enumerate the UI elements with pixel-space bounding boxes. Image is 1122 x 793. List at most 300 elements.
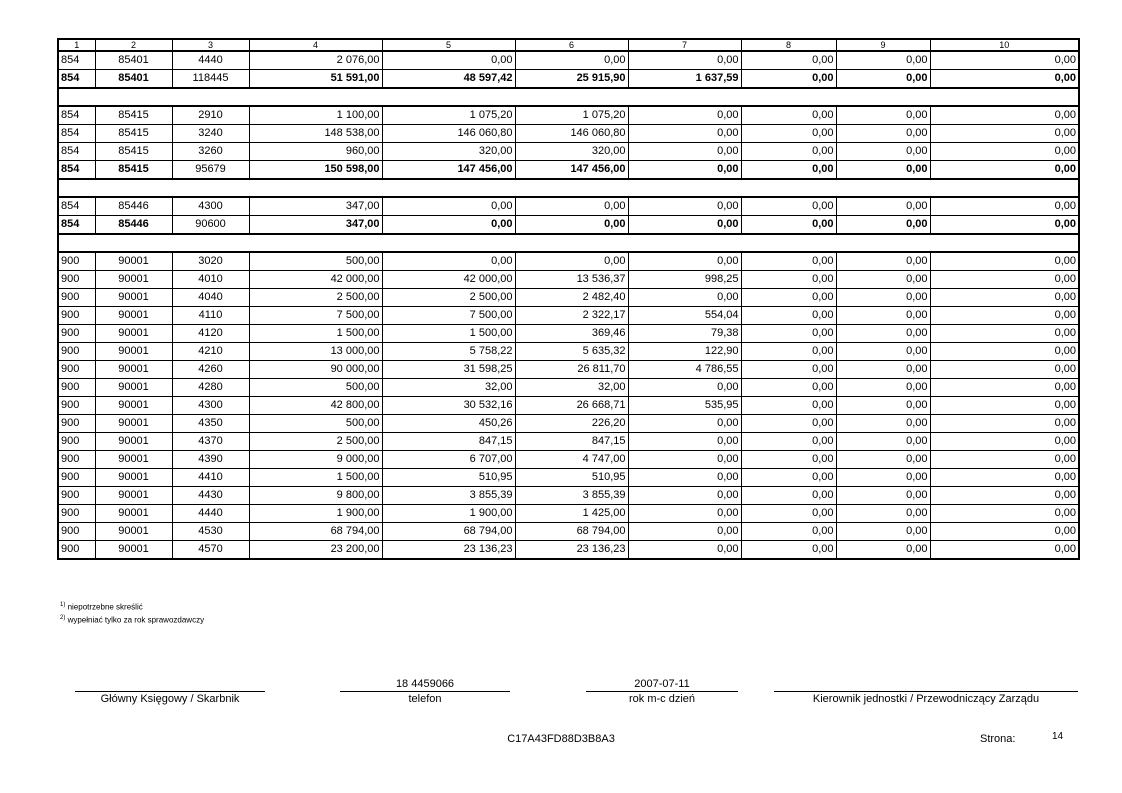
cell-col-1: 900 <box>58 397 95 415</box>
cell-col-4: 9 800,00 <box>249 487 382 505</box>
cell-col-1: 854 <box>58 216 95 235</box>
budget-report-table <box>57 38 1080 560</box>
date-value: 2007-07-11 <box>634 678 690 690</box>
head-label: Kierownik jednostki / Przewodniczący Zarządu <box>812 693 1040 705</box>
subtotal-row <box>58 216 1079 235</box>
cell-col-1: 900 <box>58 523 95 541</box>
cell-col-7: 0,00 <box>628 289 741 307</box>
cell-col-6: 68 794,00 <box>515 523 628 541</box>
cell-col-2: 90001 <box>95 252 172 271</box>
cell-col-4: 347,00 <box>249 216 382 235</box>
cell-col-4: 148 538,00 <box>249 125 382 143</box>
cell-col-6: 25 915,90 <box>515 70 628 89</box>
cell-col-2: 90001 <box>95 289 172 307</box>
cell-col-2: 90001 <box>95 505 172 523</box>
cell-col-4: 90 000,00 <box>249 361 382 379</box>
cell-col-3: 4410 <box>172 469 249 487</box>
cell-col-2: 90001 <box>95 361 172 379</box>
cell-col-6: 226,20 <box>515 415 628 433</box>
cell-col-7: 0,00 <box>628 197 741 216</box>
cell-col-1: 900 <box>58 487 95 505</box>
cell-col-3: 3020 <box>172 252 249 271</box>
cell-col-4: 960,00 <box>249 143 382 161</box>
cell-col-3: 4300 <box>172 197 249 216</box>
cell-col-2: 85446 <box>95 197 172 216</box>
cell-col-10: 0,00 <box>930 106 1079 125</box>
cell-col-9: 0,00 <box>836 289 930 307</box>
cell-col-2: 85446 <box>95 216 172 235</box>
cell-col-4: 1 100,00 <box>249 106 382 125</box>
cell-col-3: 4370 <box>172 433 249 451</box>
cell-col-5: 30 532,16 <box>382 397 515 415</box>
cell-col-5: 42 000,00 <box>382 271 515 289</box>
cell-col-3: 95679 <box>172 161 249 180</box>
cell-col-7: 0,00 <box>628 433 741 451</box>
cell-col-8: 0,00 <box>741 161 836 180</box>
cell-col-10: 0,00 <box>930 487 1079 505</box>
cell-col-6: 26 811,70 <box>515 361 628 379</box>
cell-col-9: 0,00 <box>836 106 930 125</box>
cell-col-2: 90001 <box>95 433 172 451</box>
cell-col-4: 1 900,00 <box>249 505 382 523</box>
cell-col-9: 0,00 <box>836 161 930 180</box>
cell-col-1: 854 <box>58 161 95 180</box>
cell-col-5: 68 794,00 <box>382 523 515 541</box>
table-row <box>58 125 1079 143</box>
table-row <box>58 197 1079 216</box>
cell-col-1: 900 <box>58 379 95 397</box>
cell-col-7: 0,00 <box>628 523 741 541</box>
subtotal-row <box>58 161 1079 180</box>
cell-col-7: 0,00 <box>628 415 741 433</box>
cell-col-1: 900 <box>58 289 95 307</box>
cell-col-6: 2 322,17 <box>515 307 628 325</box>
cell-col-6: 13 536,37 <box>515 271 628 289</box>
cell-col-7: 0,00 <box>628 216 741 235</box>
cell-col-4: 2 076,00 <box>249 51 382 70</box>
cell-col-6: 847,15 <box>515 433 628 451</box>
cell-col-7: 554,04 <box>628 307 741 325</box>
cell-col-2: 90001 <box>95 271 172 289</box>
cell-col-10: 0,00 <box>930 451 1079 469</box>
table-row <box>58 361 1079 379</box>
cell-col-3: 4430 <box>172 487 249 505</box>
cell-col-10: 0,00 <box>930 469 1079 487</box>
cell-col-5: 48 597,42 <box>382 70 515 89</box>
cell-col-4: 1 500,00 <box>249 469 382 487</box>
cell-col-4: 51 591,00 <box>249 70 382 89</box>
cell-col-5: 510,95 <box>382 469 515 487</box>
cell-col-3: 4300 <box>172 397 249 415</box>
date-label: rok m-c dzień <box>628 693 696 705</box>
footnote-2: $^{2)}$ wypełniać tylko za rok sprawozdawczy <box>60 614 205 625</box>
cell-col-7: 7 <box>628 39 741 51</box>
cell-col-5: 3 855,39 <box>382 487 515 505</box>
document-code: C17A43FD88D3B8A3 <box>507 733 615 745</box>
cell-col-4: 68 794,00 <box>249 523 382 541</box>
cell-col-1: 900 <box>58 433 95 451</box>
table-row <box>58 106 1079 125</box>
cell-col-6: 0,00 <box>515 197 628 216</box>
cell-col-1: 900 <box>58 451 95 469</box>
cell-col-10: 0,00 <box>930 325 1079 343</box>
cell-col-9: 0,00 <box>836 343 930 361</box>
cell-col-8: 0,00 <box>741 307 836 325</box>
cell-col-10: 0,00 <box>930 505 1079 523</box>
cell-col-5: 2 500,00 <box>382 289 515 307</box>
cell-col-4: 4 <box>249 39 382 51</box>
cell-col-7: 0,00 <box>628 106 741 125</box>
cell-col-10: 0,00 <box>930 252 1079 271</box>
cell-col-9: 9 <box>836 39 930 51</box>
chief-accountant-label: Główny Księgowy / Skarbnik <box>100 693 240 705</box>
cell-col-8: 0,00 <box>741 541 836 560</box>
cell-col-1: 854 <box>58 143 95 161</box>
cell-col-8: 0,00 <box>741 505 836 523</box>
cell-col-7: 79,38 <box>628 325 741 343</box>
cell-col-3: 4280 <box>172 379 249 397</box>
cell-col-8: 0,00 <box>741 143 836 161</box>
table-row <box>58 271 1079 289</box>
cell-col-2: 2 <box>95 39 172 51</box>
cell-col-1: 900 <box>58 541 95 560</box>
cell-col-3: 4570 <box>172 541 249 560</box>
cell-col-3: 2910 <box>172 106 249 125</box>
cell-col-8: 0,00 <box>741 523 836 541</box>
cell-col-4: 500,00 <box>249 252 382 271</box>
cell-col-5: 450,26 <box>382 415 515 433</box>
cell-col-8: 0,00 <box>741 252 836 271</box>
cell-col-6: 1 425,00 <box>515 505 628 523</box>
cell-col-6: 3 855,39 <box>515 487 628 505</box>
cell-col-8: 8 <box>741 39 836 51</box>
cell-col-5: 1 075,20 <box>382 106 515 125</box>
table-row <box>58 143 1079 161</box>
cell-col-4: 7 500,00 <box>249 307 382 325</box>
separator-cell <box>58 179 1079 197</box>
cell-col-9: 0,00 <box>836 487 930 505</box>
table-row <box>58 325 1079 343</box>
cell-col-5: 0,00 <box>382 51 515 70</box>
cell-col-10: 0,00 <box>930 143 1079 161</box>
table-row <box>58 51 1079 70</box>
separator-cell <box>58 234 1079 252</box>
cell-col-2: 90001 <box>95 379 172 397</box>
cell-col-5: 6 707,00 <box>382 451 515 469</box>
cell-col-5: 1 900,00 <box>382 505 515 523</box>
cell-col-2: 90001 <box>95 469 172 487</box>
cell-col-9: 0,00 <box>836 51 930 70</box>
cell-col-5: 32,00 <box>382 379 515 397</box>
phone-value: 18 4459066 <box>395 678 455 690</box>
cell-col-8: 0,00 <box>741 397 836 415</box>
cell-col-1: 1 <box>58 39 95 51</box>
cell-col-10: 10 <box>930 39 1079 51</box>
cell-col-3: 4210 <box>172 343 249 361</box>
cell-col-1: 900 <box>58 307 95 325</box>
cell-col-7: 998,25 <box>628 271 741 289</box>
cell-col-5: 7 500,00 <box>382 307 515 325</box>
cell-col-5: 147 456,00 <box>382 161 515 180</box>
cell-col-3: 4390 <box>172 451 249 469</box>
cell-col-8: 0,00 <box>741 361 836 379</box>
table-row <box>58 541 1079 560</box>
table-row <box>58 307 1079 325</box>
cell-col-5: 1 500,00 <box>382 325 515 343</box>
cell-col-8: 0,00 <box>741 415 836 433</box>
cell-col-9: 0,00 <box>836 541 930 560</box>
cell-col-9: 0,00 <box>836 307 930 325</box>
cell-col-3: 4440 <box>172 51 249 70</box>
cell-col-8: 0,00 <box>741 70 836 89</box>
cell-col-6: 147 456,00 <box>515 161 628 180</box>
cell-col-8: 0,00 <box>741 469 836 487</box>
cell-col-7: 0,00 <box>628 505 741 523</box>
cell-col-8: 0,00 <box>741 487 836 505</box>
cell-col-7: 0,00 <box>628 379 741 397</box>
cell-col-8: 0,00 <box>741 325 836 343</box>
cell-col-9: 0,00 <box>836 433 930 451</box>
cell-col-7: 0,00 <box>628 541 741 560</box>
cell-col-9: 0,00 <box>836 361 930 379</box>
table-row <box>58 505 1079 523</box>
cell-col-10: 0,00 <box>930 271 1079 289</box>
cell-col-2: 90001 <box>95 343 172 361</box>
cell-col-5: 0,00 <box>382 197 515 216</box>
cell-col-10: 0,00 <box>930 161 1079 180</box>
cell-col-7: 0,00 <box>628 451 741 469</box>
cell-col-1: 900 <box>58 415 95 433</box>
cell-col-5: 0,00 <box>382 216 515 235</box>
cell-col-9: 0,00 <box>836 523 930 541</box>
cell-col-7: 122,90 <box>628 343 741 361</box>
cell-col-2: 85415 <box>95 106 172 125</box>
cell-col-10: 0,00 <box>930 125 1079 143</box>
cell-col-5: 0,00 <box>382 252 515 271</box>
cell-col-10: 0,00 <box>930 379 1079 397</box>
table-row <box>58 523 1079 541</box>
cell-col-5: 5 758,22 <box>382 343 515 361</box>
cell-col-8: 0,00 <box>741 451 836 469</box>
cell-col-3: 4260 <box>172 361 249 379</box>
page-label: Strona: <box>980 733 1016 745</box>
cell-col-2: 85401 <box>95 51 172 70</box>
cell-col-10: 0,00 <box>930 70 1079 89</box>
cell-col-6: 4 747,00 <box>515 451 628 469</box>
cell-col-6: 2 482,40 <box>515 289 628 307</box>
cell-col-1: 900 <box>58 343 95 361</box>
cell-col-6: 0,00 <box>515 216 628 235</box>
table-row <box>58 487 1079 505</box>
cell-col-4: 42 000,00 <box>249 271 382 289</box>
cell-col-4: 42 800,00 <box>249 397 382 415</box>
cell-col-8: 0,00 <box>741 106 836 125</box>
cell-col-3: 3240 <box>172 125 249 143</box>
cell-col-3: 4120 <box>172 325 249 343</box>
cell-col-5: 5 <box>382 39 515 51</box>
cell-col-10: 0,00 <box>930 397 1079 415</box>
cell-col-6: 1 075,20 <box>515 106 628 125</box>
cell-col-3: 4440 <box>172 505 249 523</box>
subtotal-row <box>58 70 1079 89</box>
cell-col-9: 0,00 <box>836 70 930 89</box>
cell-col-4: 1 500,00 <box>249 325 382 343</box>
table-row <box>58 289 1079 307</box>
cell-col-8: 0,00 <box>741 197 836 216</box>
page-number: 14 <box>1052 731 1064 742</box>
cell-col-10: 0,00 <box>930 307 1079 325</box>
cell-col-3: 3 <box>172 39 249 51</box>
cell-col-8: 0,00 <box>741 433 836 451</box>
cell-col-3: 4350 <box>172 415 249 433</box>
cell-col-9: 0,00 <box>836 469 930 487</box>
cell-col-7: 0,00 <box>628 125 741 143</box>
cell-col-4: 500,00 <box>249 415 382 433</box>
cell-col-3: 118445 <box>172 70 249 89</box>
cell-col-7: 0,00 <box>628 51 741 70</box>
cell-col-6: 320,00 <box>515 143 628 161</box>
cell-col-7: 0,00 <box>628 252 741 271</box>
cell-col-10: 0,00 <box>930 415 1079 433</box>
cell-col-3: 4530 <box>172 523 249 541</box>
cell-col-8: 0,00 <box>741 379 836 397</box>
cell-col-5: 23 136,23 <box>382 541 515 560</box>
footnotes <box>60 600 204 625</box>
cell-col-7: 0,00 <box>628 469 741 487</box>
group-separator <box>58 234 1079 252</box>
cell-col-2: 85415 <box>95 161 172 180</box>
cell-col-6: 32,00 <box>515 379 628 397</box>
cell-col-2: 85415 <box>95 143 172 161</box>
cell-col-4: 2 500,00 <box>249 433 382 451</box>
cell-col-5: 31 598,25 <box>382 361 515 379</box>
cell-col-7: 0,00 <box>628 143 741 161</box>
cell-col-6: 0,00 <box>515 51 628 70</box>
table-row <box>58 433 1079 451</box>
cell-col-1: 854 <box>58 197 95 216</box>
cell-col-2: 90001 <box>95 307 172 325</box>
table-row <box>58 343 1079 361</box>
cell-col-9: 0,00 <box>836 125 930 143</box>
cell-col-2: 85401 <box>95 70 172 89</box>
cell-col-9: 0,00 <box>836 397 930 415</box>
cell-col-10: 0,00 <box>930 197 1079 216</box>
table-header-row <box>58 39 1079 51</box>
cell-col-9: 0,00 <box>836 379 930 397</box>
table-row <box>58 415 1079 433</box>
cell-col-4: 500,00 <box>249 379 382 397</box>
group-separator <box>58 179 1079 197</box>
cell-col-3: 90600 <box>172 216 249 235</box>
cell-col-7: 0,00 <box>628 487 741 505</box>
table-row <box>58 451 1079 469</box>
cell-col-3: 4010 <box>172 271 249 289</box>
cell-col-9: 0,00 <box>836 252 930 271</box>
cell-col-10: 0,00 <box>930 541 1079 560</box>
cell-col-2: 90001 <box>95 415 172 433</box>
group-separator <box>58 88 1079 106</box>
cell-col-4: 347,00 <box>249 197 382 216</box>
cell-col-2: 90001 <box>95 487 172 505</box>
cell-col-2: 90001 <box>95 325 172 343</box>
cell-col-9: 0,00 <box>836 143 930 161</box>
phone-label: telefon <box>408 693 442 705</box>
cell-col-2: 90001 <box>95 451 172 469</box>
cell-col-9: 0,00 <box>836 271 930 289</box>
cell-col-9: 0,00 <box>836 197 930 216</box>
cell-col-8: 0,00 <box>741 271 836 289</box>
cell-col-2: 90001 <box>95 397 172 415</box>
cell-col-2: 90001 <box>95 541 172 560</box>
cell-col-3: 3260 <box>172 143 249 161</box>
cell-col-6: 369,46 <box>515 325 628 343</box>
phone-field <box>340 677 510 706</box>
table-row <box>58 397 1079 415</box>
cell-col-1: 900 <box>58 325 95 343</box>
cell-col-2: 85415 <box>95 125 172 143</box>
cell-col-10: 0,00 <box>930 51 1079 70</box>
date-field <box>586 677 738 706</box>
cell-col-9: 0,00 <box>836 505 930 523</box>
cell-col-1: 854 <box>58 106 95 125</box>
cell-col-6: 510,95 <box>515 469 628 487</box>
cell-col-8: 0,00 <box>741 51 836 70</box>
cell-col-4: 13 000,00 <box>249 343 382 361</box>
cell-col-10: 0,00 <box>930 433 1079 451</box>
cell-col-4: 9 000,00 <box>249 451 382 469</box>
cell-col-1: 854 <box>58 125 95 143</box>
cell-col-6: 6 <box>515 39 628 51</box>
cell-col-6: 23 136,23 <box>515 541 628 560</box>
cell-col-1: 900 <box>58 271 95 289</box>
cell-col-5: 847,15 <box>382 433 515 451</box>
cell-col-6: 146 060,80 <box>515 125 628 143</box>
cell-col-1: 854 <box>58 51 95 70</box>
cell-col-10: 0,00 <box>930 361 1079 379</box>
cell-col-7: 0,00 <box>628 161 741 180</box>
cell-col-8: 0,00 <box>741 289 836 307</box>
cell-col-2: 90001 <box>95 523 172 541</box>
table-row <box>58 252 1079 271</box>
cell-col-9: 0,00 <box>836 415 930 433</box>
cell-col-3: 4110 <box>172 307 249 325</box>
cell-col-1: 900 <box>58 361 95 379</box>
cell-col-8: 0,00 <box>741 343 836 361</box>
cell-col-3: 4040 <box>172 289 249 307</box>
footnote-1: $^{1)}$ niepotrzebne skreślić <box>60 602 143 612</box>
cell-col-10: 0,00 <box>930 216 1079 235</box>
cell-col-1: 854 <box>58 70 95 89</box>
cell-col-1: 900 <box>58 469 95 487</box>
chief-accountant-signature <box>75 677 265 706</box>
cell-col-10: 0,00 <box>930 289 1079 307</box>
table-row <box>58 379 1079 397</box>
table-row <box>58 469 1079 487</box>
cell-col-9: 0,00 <box>836 451 930 469</box>
cell-col-5: 320,00 <box>382 143 515 161</box>
cell-col-7: 4 786,55 <box>628 361 741 379</box>
cell-col-6: 5 635,32 <box>515 343 628 361</box>
cell-col-8: 0,00 <box>741 216 836 235</box>
cell-col-4: 23 200,00 <box>249 541 382 560</box>
cell-col-7: 535,95 <box>628 397 741 415</box>
cell-col-9: 0,00 <box>836 325 930 343</box>
cell-col-6: 26 668,71 <box>515 397 628 415</box>
cell-col-1: 900 <box>58 252 95 271</box>
cell-col-6: 0,00 <box>515 252 628 271</box>
separator-cell <box>58 88 1079 106</box>
head-signature <box>774 677 1078 706</box>
